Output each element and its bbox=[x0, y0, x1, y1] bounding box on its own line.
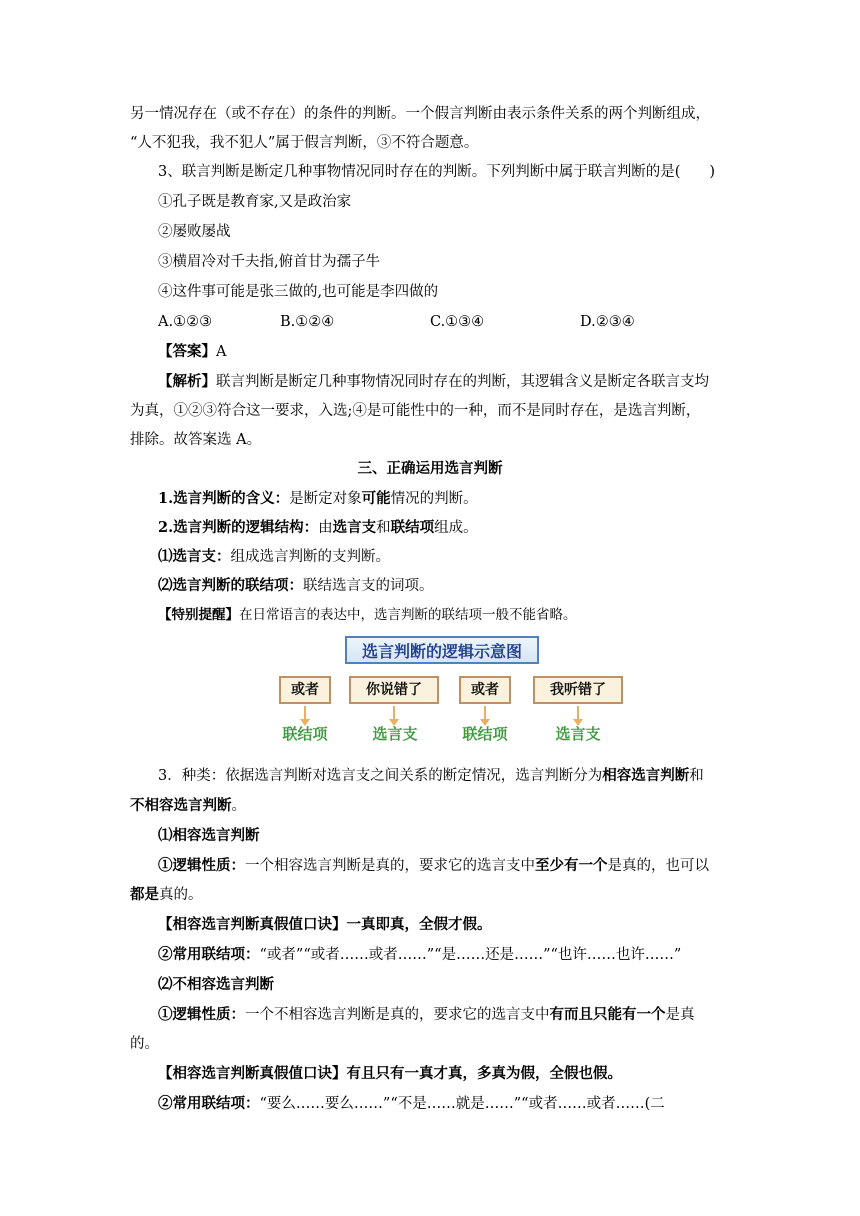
nature-emphasis: 都是 bbox=[130, 886, 159, 903]
compat-heading: ⑴相容选言判断 bbox=[158, 827, 260, 844]
nature-label: ①逻辑性质： bbox=[158, 1006, 245, 1023]
kinds-emphasis: 相容选言判断 bbox=[602, 767, 690, 784]
subpoint-line bbox=[158, 576, 434, 596]
diagram-label: 联结项 bbox=[462, 725, 508, 743]
nature-label: ①逻辑性质： bbox=[158, 857, 245, 874]
structure-emphasis: 联结项 bbox=[390, 519, 435, 536]
answer-label: 【答案】 bbox=[158, 343, 216, 360]
kinds-text: 3．种类：依据选言判断对选言支之间关系的断定情况，选言判断分为 bbox=[158, 768, 603, 784]
diagram-box: 你说错了 bbox=[349, 676, 439, 704]
definition-line bbox=[158, 489, 478, 509]
analysis-label: 【解析】 bbox=[158, 373, 216, 390]
diagram-box: 或者 bbox=[279, 676, 331, 704]
diagram-label: 选言支 bbox=[372, 725, 418, 743]
structure-line bbox=[158, 518, 478, 538]
compat-nature-line bbox=[158, 856, 709, 876]
nature-text: 是真的，也可以 bbox=[607, 858, 709, 874]
structure-label: 2.选言判断的逻辑结构： bbox=[158, 519, 319, 536]
diagram-box: 或者 bbox=[459, 676, 511, 704]
definition-label: 1.选言判断的含义： bbox=[158, 490, 290, 507]
kinds-emphasis: 不相容选言判断 bbox=[130, 797, 232, 814]
answer-value: A bbox=[216, 344, 227, 360]
analysis-text: 联言判断是断定几种事物情况同时存在的判断，其逻辑含义是断定各联言支均 bbox=[216, 374, 709, 390]
structure-text: 组成。 bbox=[434, 520, 478, 536]
arrow-down-icon bbox=[484, 706, 486, 720]
text-line: “人不犯我，我不犯人”属于假言判断，③不符合题意。 bbox=[130, 135, 479, 151]
incompat-connectives bbox=[158, 1094, 665, 1114]
structure-text: 由 bbox=[318, 520, 333, 536]
analysis-line: 排除。故答案选 A。 bbox=[130, 432, 262, 448]
tip-label: 【特别提醒】 bbox=[158, 607, 239, 623]
diagram-label: 选言支 bbox=[555, 725, 601, 743]
arrow-down-icon bbox=[304, 706, 306, 720]
analysis-line bbox=[158, 372, 709, 392]
section-title: 三、正确运用选言判断 bbox=[357, 460, 503, 477]
nature-text: 是真 bbox=[665, 1007, 695, 1023]
connectives-label: ②常用联结项： bbox=[158, 946, 260, 963]
structure-emphasis: 选言支 bbox=[332, 519, 377, 536]
option-c: C.①③④ bbox=[430, 314, 485, 330]
diagram-box: 我听错了 bbox=[533, 676, 623, 704]
question-item: ③横眉冷对千夫指,俯首甘为孺子牛 bbox=[158, 254, 381, 270]
subpoint-label: ⑴选言支： bbox=[158, 548, 231, 565]
definition-emphasis: 可能 bbox=[361, 490, 391, 507]
subpoint-text: 组成选言判断的支判断。 bbox=[230, 549, 390, 565]
subpoint-label: ⑵选言判断的联结项： bbox=[158, 577, 303, 594]
connectives-text: “要么……要么……”“不是……就是……”“或者……或者……(二 bbox=[259, 1096, 665, 1112]
analysis-line: 为真，①②③符合这一要求，入选;④是可能性中的一种，而不是同时存在，是选言判断， bbox=[130, 403, 701, 419]
nature-text: 真的。 bbox=[159, 887, 203, 903]
nature-emphasis: 有而且只能有一个 bbox=[549, 1006, 666, 1023]
question-item: ①孔子既是教育家,又是政治家 bbox=[158, 194, 352, 210]
nature-emphasis: 至少有一个 bbox=[535, 857, 608, 874]
diagram-label: 联结项 bbox=[282, 725, 328, 743]
compat-nature-line bbox=[130, 885, 203, 905]
subpoint-text: 联结选言支的词项。 bbox=[303, 578, 434, 594]
kinds-line bbox=[158, 766, 704, 786]
incompat-nature-line: 的。 bbox=[130, 1036, 159, 1052]
kinds-text: 。 bbox=[231, 798, 246, 814]
nature-text: 一个相容选言判断是真的，要求它的选言支中 bbox=[245, 858, 535, 874]
option-b: B.①②④ bbox=[280, 314, 335, 330]
definition-text: 是断定对象 bbox=[289, 491, 362, 507]
tip-line bbox=[158, 605, 577, 625]
answer-line bbox=[158, 342, 226, 362]
tip-text: 在日常语言的表达中，选言判断的联结项一般不能省略。 bbox=[239, 607, 577, 623]
option-d: D.②③④ bbox=[580, 314, 635, 330]
connectives-label: ②常用联结项： bbox=[158, 1095, 260, 1112]
kinds-text: 和 bbox=[689, 768, 704, 784]
diagram-title: 选言判断的逻辑示意图 bbox=[345, 636, 539, 664]
incompat-mnemonic: 【相容选言判断真假值口诀】有且只有一真才真，多真为假，全假也假。 bbox=[158, 1065, 622, 1082]
text-line: 另一情况存在（或不存在）的条件的判断。一个假言判断由表示条件关系的两个判断组成， bbox=[130, 106, 710, 122]
arrow-down-icon bbox=[393, 706, 395, 720]
nature-text: 一个不相容选言判断是真的，要求它的选言支中 bbox=[245, 1007, 550, 1023]
connectives-text: “或者”“或者……或者……”“是……还是……”“也许……也许……” bbox=[259, 947, 682, 963]
incompat-nature-line bbox=[158, 1005, 695, 1025]
arrow-down-icon bbox=[577, 706, 579, 720]
question-item: ④这件事可能是张三做的,也可能是李四做的 bbox=[158, 284, 439, 300]
incompat-heading: ⑵不相容选言判断 bbox=[158, 976, 274, 993]
subpoint-line bbox=[158, 547, 390, 567]
option-a: A.①②③ bbox=[158, 314, 213, 330]
question-item: ②屡败屡战 bbox=[158, 224, 231, 240]
structure-text: 和 bbox=[376, 520, 391, 536]
definition-text: 情况的判断。 bbox=[390, 491, 478, 507]
kinds-line bbox=[130, 796, 246, 816]
compat-connectives bbox=[158, 945, 681, 965]
question-stem: 3、联言判断是断定几种事物情况同时存在的判断。下列判断中属于联言判断的是( ) bbox=[158, 164, 716, 180]
compat-mnemonic: 【相容选言判断真假值口诀】一真即真，全假才假。 bbox=[158, 916, 492, 933]
